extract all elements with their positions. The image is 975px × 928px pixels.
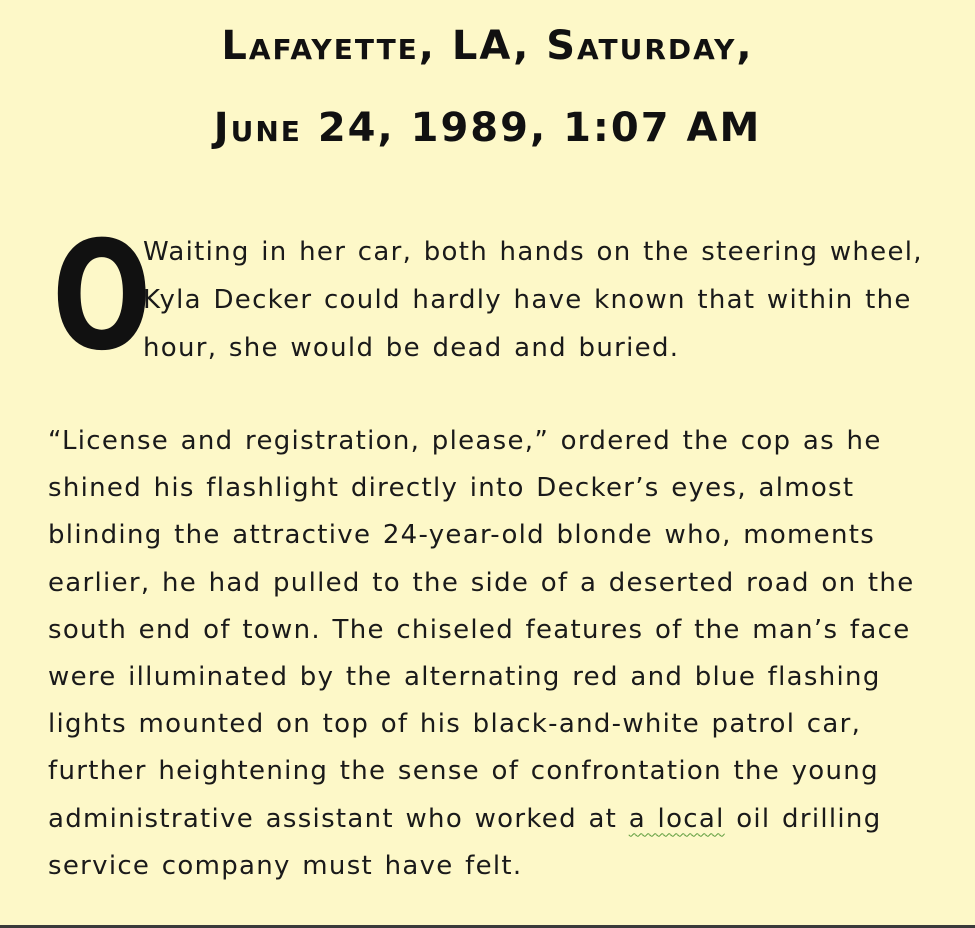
paragraph-1-line: Waiting in her car, both hands on the steering wheel, xyxy=(143,237,923,267)
paragraph-2-line: further heightening the sense of confrontation the young xyxy=(48,756,879,787)
paragraph-2-line: south end of town. The chiseled features of the man’s face xyxy=(48,614,911,645)
paragraph-2-line: “License and registration, please,” ordered the cop as he xyxy=(48,426,882,456)
line-9-end: oil drilling xyxy=(724,803,882,834)
paragraph-2-line: service company must have felt. xyxy=(48,850,523,881)
heading-line-1 xyxy=(0,22,975,70)
paragraph-2-line: shined his flashlight directly into Decker’s eyes, almost xyxy=(48,473,855,504)
paragraph-1-line: Kyla Decker could hardly have known that within the xyxy=(143,285,912,315)
line-9-start: administrative assistant who worked at xyxy=(48,803,629,834)
drop-cap: O xyxy=(52,210,152,384)
heading-line-2-text: June 24, 1989, 1:07 AM xyxy=(213,105,762,151)
paragraph-2-line: blinding the attractive 24-year-old blonde who, moments xyxy=(48,520,876,551)
paragraph-2-line-9 xyxy=(48,796,948,843)
grammar-flagged-text[interactable]: a local xyxy=(628,803,725,834)
heading-line-1-text: Lafayette, LA, Saturday, xyxy=(221,23,754,69)
paragraph-2-line: earlier, he had pulled to the side of a deserted road on the xyxy=(48,567,915,598)
paragraph-2-line: lights mounted on top of his black-and-white patrol car, xyxy=(48,709,862,740)
paragraph-1 xyxy=(143,228,943,372)
paragraph-2 xyxy=(48,418,948,890)
heading-line-2 xyxy=(0,104,975,152)
paragraph-1-line: hour, she would be dead and buried. xyxy=(143,333,680,363)
paragraph-2-line: were illuminated by the alternating red and blue flashing xyxy=(48,661,881,692)
